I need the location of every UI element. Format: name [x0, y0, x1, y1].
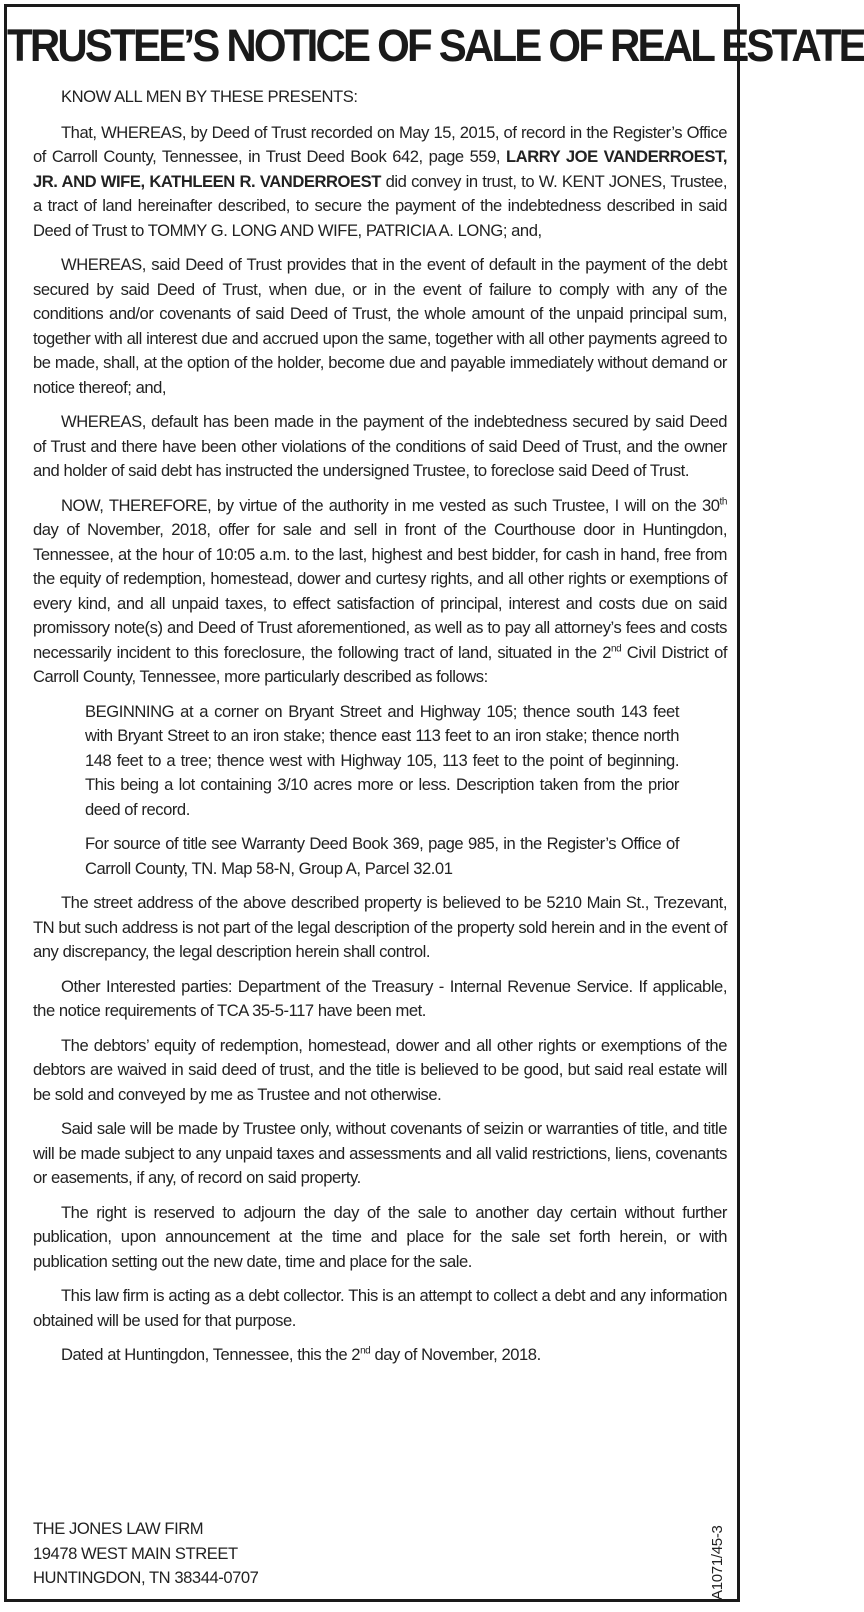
- source-of-title: For source of title see Warranty Deed Book 369, page 985, in the Register’s Office of Carroll County, TN. Map 58-N, Group A, Parcel 32.01: [85, 834, 679, 878]
- p4-text-c: Civil District of Carroll County, Tennessee, more particularly described as follows:: [33, 642, 728, 686]
- property-description: [33, 700, 727, 882]
- firm-name: THE JONES LAW FIRM: [33, 1519, 204, 1538]
- notice-title: TRUSTEE’S NOTICE OF SALE OF REAL ESTATE: [7, 20, 864, 71]
- paragraph-equity-waiver: The debtors’ equity of redemption, homestead, dower and all other rights or exemptions of the debtors are waived in said deed of trust, and the title is believed to be good, but said real estate will be sold and conveyed by me as Trustee and not otherwise.: [33, 1035, 727, 1104]
- paragraph-deed-of-trust: [33, 121, 727, 244]
- law-firm-address: [33, 1517, 258, 1591]
- notice-body: [33, 85, 727, 1378]
- dated-line: [33, 1343, 727, 1368]
- paragraph-debt-collector: This law firm is acting as a debt collector. This is an attempt to collect a debt and any information obtained will be used for that purpose.: [33, 1286, 727, 1330]
- grantor-names: LARRY JOE VANDERROEST, JR. AND WIFE, KATHLEEN R. VANDERROEST: [33, 147, 727, 191]
- ad-reference-code: A1071/45-3: [709, 1525, 726, 1600]
- paragraph-adjournment: The right is reserved to adjourn the day of the sale to another day certain without further publication, upon announcement at the time and place for the sale set forth herein, or with publication setting out the new date, time and place for the sale.: [33, 1202, 727, 1271]
- paragraph-default-provision: WHEREAS, said Deed of Trust provides that in the event of default in the payment of the debt secured by said Deed of Trust, when due, or in the event of failure to comply with any of the conditions and/or covenants of said Deed of Trust, the whole amount of the unpaid principal sum, together with all interest due and accrued upon the same, together with all other payments agreed to be made, shall, at the option of the holder, become due and payable immediately without demand or notice thereof; and,: [33, 255, 727, 397]
- ordinal-suffix: nd: [360, 1345, 371, 1357]
- p4-text-a: NOW, THEREFORE, by virtue of the authority in me vested as such Trustee, I will on the 30: [61, 495, 720, 515]
- intro-line: KNOW ALL MEN BY THESE PRESENTS:: [61, 87, 358, 106]
- ordinal-suffix: nd: [611, 642, 622, 654]
- firm-street: 19478 WEST MAIN STREET: [33, 1543, 238, 1563]
- paragraph-sale-terms: [33, 494, 727, 690]
- paragraph-default-made: WHEREAS, default has been made in the payment of the indebtedness secured by said Deed of Trust and there have been other violations of the conditions of said Deed of Trust, and the owner and holder of said debt has instructed the undersigned Trustee, to foreclose said Deed of Trust.: [33, 412, 727, 480]
- paragraph-street-address: The street address of the above described property is believed to be 5210 Main St., Trezevant, TN but such address is not part of the legal description of the property sold herein and in the event of any discrepancy, the legal description herein shall control.: [33, 893, 727, 961]
- legal-description: BEGINNING at a corner on Bryant Street and Highway 105; thence south 143 feet with Bryant Street to an iron stake; thence east 113 feet to an iron stake; thence north 148 feet to a tree; thence west with Highway 105, 113 feet to the point of beginning. This being a lot containing 3/10 acres more or less. Description taken from the prior deed of record.: [85, 701, 679, 819]
- paragraph-interested-parties: Other Interested parties: Department of the Treasury - Internal Revenue Service. If applicable, the notice requirements of TCA 35-5-117 have been met.: [33, 976, 727, 1020]
- dated-text-b: day of November, 2018.: [370, 1345, 541, 1364]
- dated-text-a: Dated at Huntingdon, Tennessee, this the 2: [61, 1345, 361, 1364]
- ordinal-suffix: th: [719, 495, 727, 507]
- p1-text-b: did convey in trust, to W. KENT JONES, Trustee, a tract of land hereinafter described, to secure the payment of the indebtedness described in said Deed of Trust to TOMMY G. LONG AND WIFE, PATRICIA A. LONG; and,: [33, 171, 727, 240]
- paragraph-sale-conditions: Said sale will be made by Trustee only, without covenants of seizin or warranties of title, and title will be made subject to any unpaid taxes and assessments and all valid restrictions, liens, covenants or easements, if any, of record on said property.: [33, 1119, 727, 1187]
- p1-text-a: That, WHEREAS, by Deed of Trust recorded on May 15, 2015, of record in the Register’s Office of Carroll County, Tennessee, in Trust Deed Book 642, page 559,: [33, 122, 727, 166]
- p4-text-b: day of November, 2018, offer for sale and sell in front of the Courthouse door in Huntingdon, Tennessee, at the hour of 10:05 a.m. to the last, highest and best bidder, for cash in hand, free from the equity of redemption, homestead, dower and curtesy rights, and all other rights or exemptions of every kind, and all unpaid taxes, to effect satisfaction of principal, interest and costs due on said promissory note(s) and Deed of Trust aforementioned, as well as to pay all attorney’s fees and costs necessarily incident to this foreclosure, the following tract of land, situated in the 2: [33, 520, 727, 662]
- firm-city: HUNTINGDON, TN 38344-0707: [33, 1568, 259, 1587]
- notice-frame: [4, 4, 864, 1602]
